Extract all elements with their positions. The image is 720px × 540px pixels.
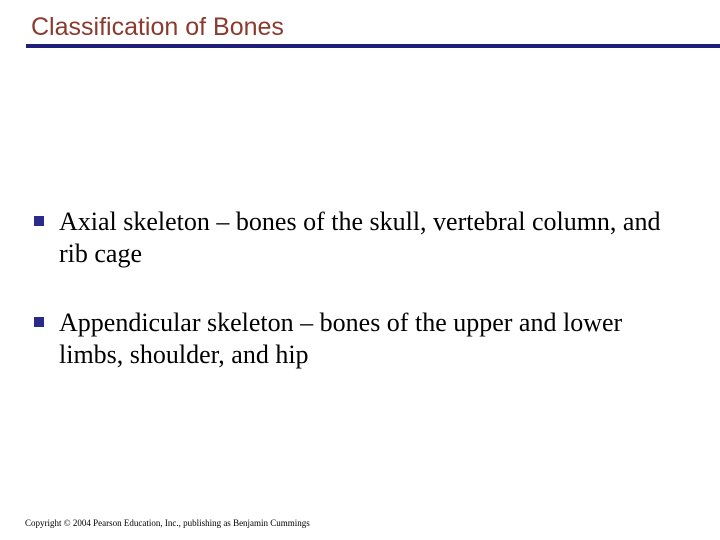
square-bullet-icon xyxy=(34,216,44,226)
bullet-item-axial xyxy=(32,206,672,270)
square-bullet-icon xyxy=(34,317,44,327)
bullet-text: Appendicular skeleton – bones of the upper and lower limbs, shoulder, and hip xyxy=(59,308,623,369)
copyright-footer: Copyright © 2004 Pearson Education, Inc., publishing as Benjamin Cummings xyxy=(25,518,310,528)
title-underline-rule xyxy=(26,44,720,48)
bullet-text: Axial skeleton – bones of the skull, vertebral column, and rib cage xyxy=(59,207,661,268)
slide-title: Classification of Bones xyxy=(31,13,284,41)
bullet-item-appendicular xyxy=(32,307,672,371)
bullet-list xyxy=(32,206,672,408)
